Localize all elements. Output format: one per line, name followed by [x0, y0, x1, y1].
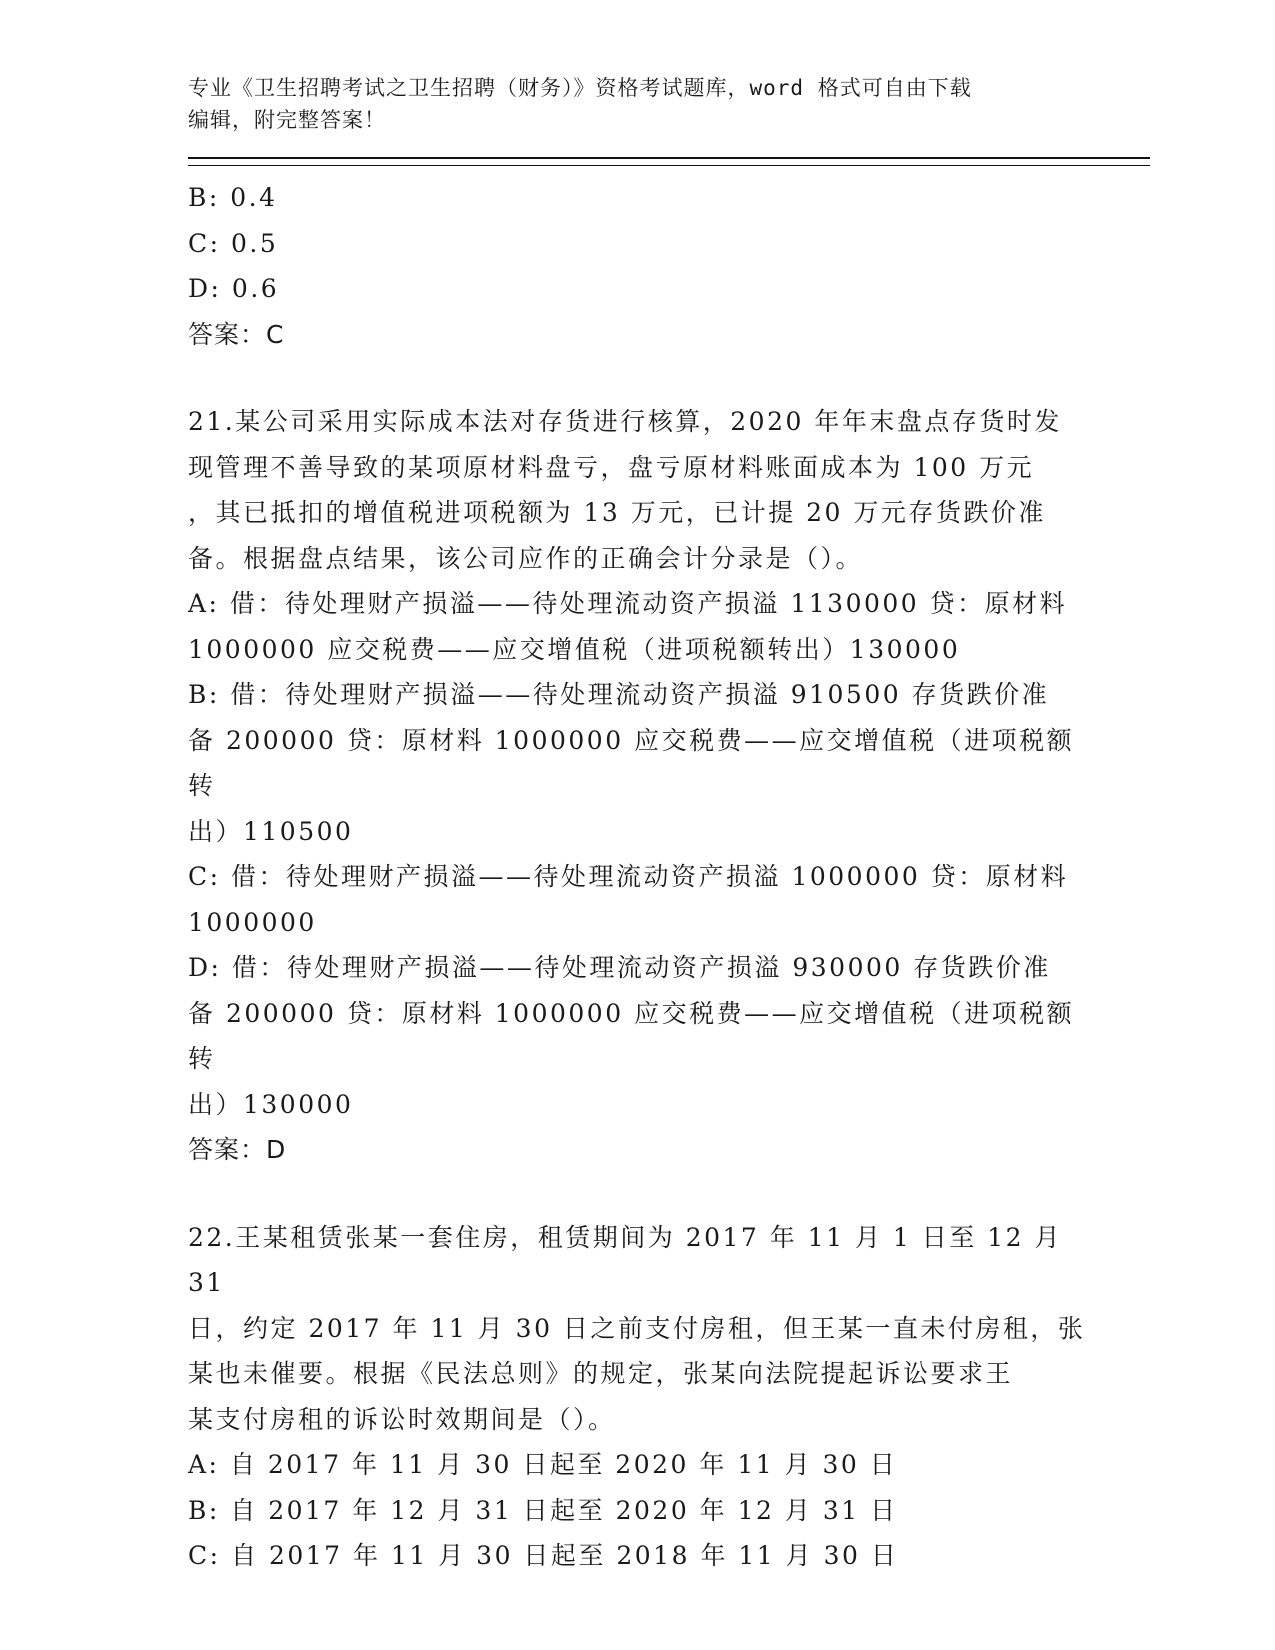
option-line: D: 借：待处理财产损溢——待处理流动资产损溢 930000 存货跌价准 — [188, 953, 1051, 982]
document-body — [188, 175, 1148, 1579]
option-line: 出）130000 — [188, 1089, 354, 1119]
question-stem-line: 22.王某租赁张某一套住房，租赁期间为 2017 年 11 月 1 日至 12 月 31 — [188, 1222, 1073, 1297]
option-line: 出）110500 — [188, 816, 354, 846]
option-c — [188, 854, 1148, 945]
option-b: B: 0.4 — [188, 183, 278, 212]
question-stem-line: 备。根据盘点结果，该公司应作的正确会计分录是（）。 — [188, 543, 864, 573]
option-line: 1000000 应交税费——应交增值税（进项税额转出）130000 — [188, 634, 961, 664]
option-line: C: 借：待处理财产损溢——待处理流动资产损溢 1000000 贷：原材料 — [188, 862, 1069, 891]
option-line: B: 借：待处理财产损溢——待处理流动资产损溢 910500 存货跌价准 — [188, 680, 1050, 709]
document-page — [188, 72, 1148, 1579]
question-21 — [188, 399, 1148, 1173]
option-c: C: 0.5 — [188, 228, 279, 258]
answer-line: 答案：C — [188, 319, 285, 349]
header-divider — [188, 157, 1150, 166]
option-c: C: 自 2017 年 11 月 30 日起至 2018 年 11 月 30 日 — [188, 1541, 899, 1570]
option-line: A: 借：待处理财产损溢——待处理流动资产损溢 1130000 贷：原材料 — [188, 589, 1068, 618]
question-stem-line: 某也未催要。根据《民法总则》的规定，张某向法院提起诉讼要求王 — [188, 1359, 1014, 1388]
option-b: B: 自 2017 年 12 月 31 日起至 2020 年 12 月 31 日 — [188, 1495, 898, 1525]
question-22 — [188, 1215, 1148, 1579]
header-line: 编辑，附完整答案！ — [188, 108, 386, 132]
option-a: A: 自 2017 年 11 月 30 日起至 2020 年 11 月 30 日 — [188, 1450, 898, 1479]
question-stem-line: 日，约定 2017 年 11 月 30 日之前支付房租，但王某一直未付房租，张 — [188, 1313, 1086, 1343]
document-header — [188, 72, 1088, 136]
header-line: 专业《卫生招聘考试之卫生招聘（财务）》资格考试题库，word 格式可自由下载 — [188, 76, 972, 100]
option-d — [188, 945, 1148, 1127]
option-a — [188, 581, 1148, 672]
option-d: D: 0.6 — [188, 274, 280, 303]
option-line: 备 200000 贷：原材料 1000000 应交税费——应交增值税（进项税额转 — [188, 725, 1075, 800]
question-stem-line: 某支付房租的诉讼时效期间是（）。 — [188, 1404, 616, 1434]
option-b — [188, 672, 1148, 854]
answer-line: 答案：D — [188, 1135, 287, 1164]
question-stem-line: 现管理不善导致的某项原材料盘亏，盘亏原材料账面成本为 100 万元 — [188, 452, 1035, 482]
option-line: 备 200000 贷：原材料 1000000 应交税费——应交增值税（进项税额转 — [188, 998, 1075, 1073]
prev-question — [188, 175, 1148, 357]
question-stem-line: 21.某公司采用实际成本法对存货进行核算，2020 年年末盘点存货时发 — [188, 407, 1062, 436]
question-stem-line: ，其已抵扣的增值税进项税额为 13 万元，已计提 20 万元存货跌价准 — [188, 498, 1046, 527]
option-line: 1000000 — [188, 907, 317, 937]
